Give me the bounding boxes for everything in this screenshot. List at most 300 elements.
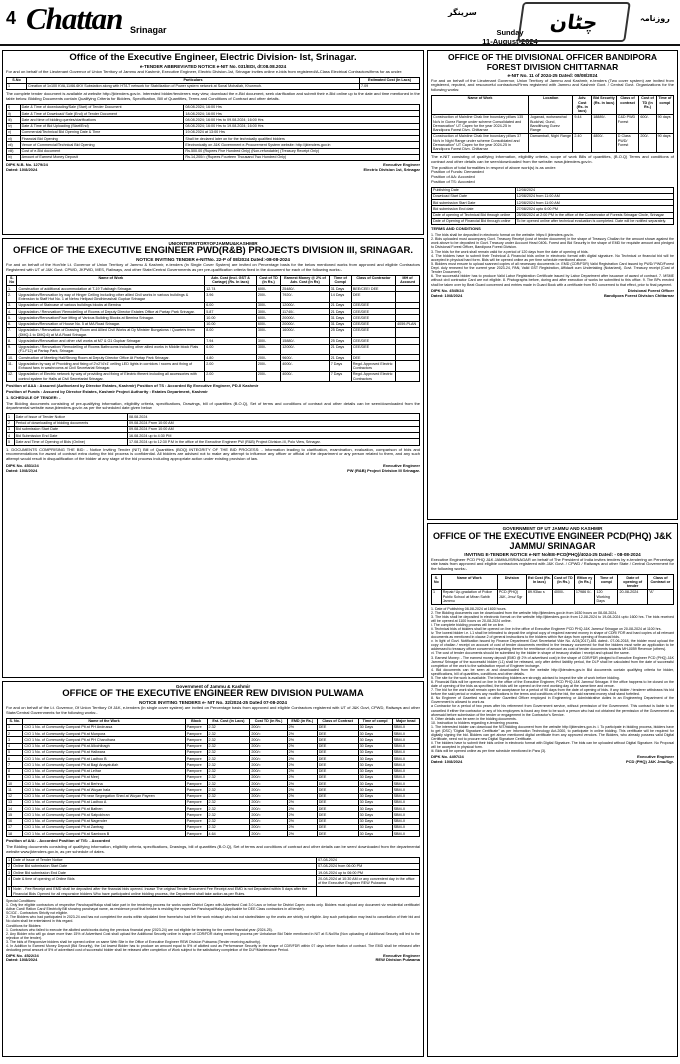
cell [396,371,420,382]
cell: 5 [7,886,12,897]
cell: C/O 1 No. of Community Compost Pit at PH Andrussa [23,724,185,730]
cell: Cost of e-Bid document [20,148,184,154]
notice-intro: Executive Engineer PCD PHQ J&K JAMMU/SRINAGAR on behalf of The President of India invites tenders by e-tendering on Percentage rate basis from approved and eligible contractors registered with J&K Govt. / CPWD / Railways and other State / Central Government for the following works:- [431,556,674,572]
cell [396,292,420,303]
cell: C/O 1 No. of Community Compost Pit at Lelhar [23,768,185,774]
cell: 2. [7,292,17,303]
col-header: Time of compl [656,95,673,114]
notice-title: OFFICE OF THE EXECUTIVE ENGINEER REW DIVISION PULWAMA [62,688,364,699]
aaa-line: Position of AAA : Assured (Authorized by Director Estates, Kashmir) Position of TS : Accorded By Executive Engineer, PD-II Kashmir [6,383,259,389]
cell: 4800/- [592,133,617,152]
cell: 17 [7,824,23,830]
cell: 3 [7,737,23,743]
notice-subtitle: NOTICE INVITING TENDERS e- NIT No. 32/2024-25 Dated 07-08-2024 [139,699,287,705]
cell: Date of Opening of Financial Bid through online [432,218,516,224]
notice-text: The Bidding documents consisting of qualifying information, eligibility criteria, specifications, Drawings, bill of quantities (B.O.Q), Set of terms and conditions of contract and other details can be seen/ downloaded from the departmental website www.jktenders.gov.in, as per schedule of dates. [6,844,420,854]
notice-pcd-phq [427,523,678,1057]
cell [396,344,420,355]
cell: Pampore [185,824,207,830]
cell: 2.32 [207,724,250,730]
cell: CEE/DEE [351,338,395,344]
works-table [6,718,420,838]
col-header: Particulars [27,77,360,83]
cell: Pampore [185,774,207,780]
cell: 2.32 [207,793,250,799]
cell: 2% [287,737,317,743]
cell: Upgradation of Staircase of various buildings blocks at Bemina [17,302,205,308]
documents-text: 1. DOCUMENTS COMPRISING THE BID: - Notice Inviting Tender (NIT) Bill of Quantities (BOQ) INTEGRITY OF THE BID PROCESS: - Information leading to clarification, examination, evaluation, comparison of bids and recommendations for award of contract extra during the bid process is confidential. All bidders are advised not to make any attempt to influence any officer or official of the department or any person related to them, and any such attempt would result in disqualification of the bidder at any stage of the bid process including appropriate action under existing provision of law. [6,446,420,462]
col-header: Time of Compl [329,275,351,286]
cell: 09.08.2024 From 10:00 AM [127,426,419,432]
dated: Dated: 10/8/2024 [6,166,38,172]
cell: 30 Days [358,793,392,799]
cell: Upgradation / Renovation of Drawing Room and Allied Civil Works at Dy Minister Bungalows / Quarters from (DMQ-1 to DMQ-6) at M.A Road Srinagar. [17,327,205,338]
cell: 2.32 [207,812,250,818]
cell: CEE/DEE [351,309,395,315]
cell: 300/- [256,338,280,344]
signatory-office: REW Division Pulwama [375,957,420,963]
col-header: Name of Work [441,575,497,590]
cell: iv) [7,123,21,129]
cell: Creation of 1x100 KVA,11/66.6KV Substation along with HT/LT network for Stabilization of Power system network at Sonal Mohallah, Khunmoh. [27,83,360,89]
cell [396,361,420,372]
cell: 9600/- [281,355,330,361]
cell: 2.32 [207,762,250,768]
cell: 12.74 [205,286,257,292]
cell: 28/08/2024 at 2:00 PM in the office of the Conservator of Forests Srinagar Circle, Srinagar [515,212,673,218]
cell: DEE [317,768,358,774]
cell: 7 [7,762,23,768]
notice-subtitle: e-TENDER ABBREVIATED NOTICE e-NIT No. 031/EDI, dt:08.08.2024 [139,63,287,69]
cell: DEE [317,824,358,830]
cell: Pampore [185,731,207,737]
right-column [427,50,678,1062]
funds-text: The position of total formalities in respect of above work(s) is as under: Position of Funds: Demanded Position of AA: Accorded Position of TS: Accorded [431,164,557,184]
col-header: Name of Work [17,275,205,286]
cell: Pampore [185,756,207,762]
cell: DEE [317,818,358,824]
notice-intro: For and on behalf of the Lieutenant Governor of Union Territory of Jammu and Kashmir, Executive Engineer, Electric Division-1st, Srinagar invites online e-bids from registered/A-Class Electrical Contractors/firms for as under: [6,68,403,74]
cell: SBM-II [392,749,419,755]
cell: Bid submission Start Date [14,426,127,432]
col-header: Time of compl [595,575,618,590]
cell: DEE [317,787,358,793]
cell: 3 [7,426,15,432]
table-row [7,361,420,372]
notice-subtitle: NOTICE INVITING TENDER e-NITNo. 22-P of 08/2024 Dated:-08-08-2024 [136,256,290,262]
notice-intro: For and on behalf of the Lieutenant Governor, Union Territory of Jammu and Kashmir, e-tenders (Two cover system) are invited from registered, reputed, and resourceful contractors/Firms registered with Jammu and Kashmir Govt. / Central Govt. Organizations for the following works: [431,77,674,93]
cell: 21 Days [329,355,351,361]
col-header: Class of Contract [317,718,358,724]
cell: C/O 1 No. of Community Compost Pit at Bagi Anayatullah [23,762,185,768]
cell: Construction of Meeting Hall/Strong Room at Deputy Director Office At Partap Park Srinagar. [17,355,205,361]
notice-title: Office of the Executive Engineer, Electric Division- Ist, Srinagar. [69,52,357,63]
cell: C/O 1 No. of Community Compost Pit at Wuyan bala [23,787,185,793]
position-line: Position of A/A: - Accorded Position of T/S: - Accorded [6,838,110,844]
cell: 07-08-2024 [317,857,420,863]
cell: Pampore [185,781,207,787]
cell: 120 Working Days [595,589,618,604]
table-row [432,589,674,604]
cell: Pampore [185,787,207,793]
cell: DEE [317,781,358,787]
cell: DEE [317,743,358,749]
cell: C/O 1 No. of Community Compost Pit at Berhna [23,781,185,787]
table-row [7,292,420,303]
cell: 12. [7,371,17,382]
col-header: Name of Work [432,95,529,114]
cell: SBM-II [392,762,419,768]
dipk-number: DIPK No. 4497/24 [431,754,464,760]
dipk-number: DIPK No. 4545/24 [431,287,464,293]
cell: Regd. Approved Electric Contractors [351,361,395,372]
cell: 25480/- [281,286,330,292]
cell: CEE/DEE [351,327,395,338]
cell: 2% [287,793,317,799]
cell: C/O 1 No. of Community Compost Pit at Hallwara [23,749,185,755]
cell: Repair/ Up-gradation of Police Public School at Miran Sahib Jammu [441,589,497,604]
cell: 200/= [250,787,287,793]
cell: 7 Days [329,361,351,372]
cell: v) [7,129,21,135]
cell: 21 Days [329,344,351,355]
cell: SBM-II [392,724,419,730]
col-header: Date of opening of tender [618,575,647,590]
cell: Date and Time of Opening of Bids (Online) [14,439,127,445]
signature [6,954,420,964]
cell: DEE [317,737,358,743]
cell: DEE [317,793,358,799]
cell: 20-08-2024 at 10:30 AM or any convenient day in the office of the Executive Engineer REW Pulwama [317,876,420,887]
cell: 30 Days [358,781,392,787]
col-header: MH of Account [396,275,420,286]
works-table [431,95,674,153]
cell: 300/- [256,344,280,355]
cell: 2% [287,724,317,730]
cell: 2.32 [207,731,250,737]
cell: Financial Bid Opening [20,136,184,142]
newspaper-title: Chattan [26,1,123,36]
cell: 89.93lac s [526,589,552,604]
cell: 200/- [256,371,280,382]
table-row [7,327,420,338]
cell: 2.40 [573,133,592,152]
table-row [7,831,420,837]
col-header: Cost of TD (In Rs.) [552,575,574,590]
cell: CEE/DEE [351,321,395,327]
col-header: Bid Security (Rs. in lacs) [592,95,617,114]
cell: DEE [317,799,358,805]
cell: DEE [317,806,358,812]
col-header: Location [529,95,573,114]
cell: To be opened online after technical evaluation is completed. Date will be notified separately. [515,218,673,224]
cell: SBM-II [392,806,419,812]
table-row [7,876,420,887]
table-row [432,114,674,133]
cell: 8. [7,338,17,344]
notice-pre: Government of Jammu & Kashmir [175,684,251,689]
dated: Dated: 10/8/2024 [431,759,463,765]
cell: Bid submission End date [432,206,516,212]
cell: C/O 1 No. of Community Compost Pit at Bathen [23,806,185,812]
col-header: Adv. Cost (Rs. in lacs) [573,95,592,114]
cell: DEE [317,762,358,768]
cell: 12000/- [281,344,330,355]
cell: 200/= [250,781,287,787]
cell: SBM-II [392,774,419,780]
cell: Pampore [185,799,207,805]
col-header: Earnest Money @ 2% of Adv. Cost (In Rs) [281,275,330,286]
terms-title: TERMS AND CONDITIONS [431,226,481,232]
cell: DEE [317,749,358,755]
cell: 300/- [256,302,280,308]
cell: 200/= [250,737,287,743]
cell: 31 Days [329,286,351,292]
cell: Pampore [185,793,207,799]
cell: Date of Issue of Tender Notice [14,414,127,420]
cell: vi) [7,136,21,142]
cell: 6.00 [205,344,257,355]
col-header: Estimated Cost (In Lacs) [360,77,420,83]
table-row [7,886,420,897]
cell: 2% [287,818,317,824]
cell: DEE [317,812,358,818]
cell: Electronically on J&K Government e-Procurement System website: http://jktenders.gov.in [184,142,420,148]
cell: 11 [7,787,23,793]
cell: 4000/- [552,589,574,604]
cell: 2% [287,824,317,830]
col-header: Class of Contractor [351,275,395,286]
notice-text: The e-NIT consisting of qualifying information, eligibility criteria, scope of work Bills of quantities, (B.O.Q) Terms and conditions of contract and other details can be seen/downloaded from the website: www.jktenders.gov.in. [431,153,674,164]
cell: 4 [7,433,15,439]
cell: SBM-II [392,743,419,749]
cell: SBM-II [392,799,419,805]
cell: 08.08.2024; 16:00 Hrs to 09.08.2024; 16:00 Hrs [184,117,420,123]
cell: 2% [287,774,317,780]
works-table [6,275,420,383]
cell: 1. [7,286,17,292]
cell: SBM-II [392,818,419,824]
masthead [0,0,680,46]
dates-table [431,187,674,226]
terms-text: 1. Date of Publishing 08-08-2024 at 1600 hours. 2. The Bidding documents can be downloaded from the website http://jktenders.gov.in from 1630 hours on 08-08-2024. 3. The bids shall be deposited in electronic format on the website http://jktenders.gov.in from 12-08-2024 to 19-08-2024 upto 1600 hrs. The bids received will be opened at 1100 hours on 20-08-2024 online. i. The complete bidding process will be on line. ii. Technical bids of bidders shall be opened on line in the office of Executive Engineer PCD PHQ J&K Jammu/ Srinagar on 20-08-2024 at 1100 hrs. iv. The lowest bidder i.e. L1 shall be intimated to deposit the original copy of required earnest money in shape of CDR/ FDR and hard copies of all relevant documents as mentioned in clause 2 of general instructions to the bidders within five days from opening of financial bids. v. In light of Govt. Notification issued by Finance Department Govt Secretariat Vide No. A/24(2017)-651 dated:- 07-06-2018, the bidder must upload the copy of challan / receipt on account of cost of tender documents remitted in the treasury concerned for that the bidders must write an application to be addressed to treasury officer concerned requesting therein for remittance of amount as cost of tender documents towards MH-0059 Revenue (others). vi. The cost of tender documents should be submitted by the bidder in shape of treasury challan / receipt and upload the same. 3. Earnest Money: - The earnest money deposit (EMD @ 2% of advertised cost) in the shape of CDR/FDR pledged to Executive Engineer PCD (PHQ) J&K Jammu/ Srinagar of the successful bidder (L1) shall be released, only after defect liability period, the DLP shall be calculated from the date of successful completion of the work to the satisfaction report of Engineer incharge. 4. Bid documents can be seen at and downloaded from the website http://jktenders.gov.in Bid documents contain qualifying criteria for bidder, specifications, bill of quantities, conditions and other details. 5. The site for the work is available. The intending bidders are strongly advised to inspect the site of work before bidding. 6. Financial Bids will be opened on line in the office of the Executive Engineer, PCD PHQ J&K Jammu/ Srinagar. If the office happens to be closed on the date of opening of the bids as specified, the bids will be opened on the next working day at the same time and venue. 7. The bid for the work shall remain open for acceptance for a period of 90 days from the date of opening of bids. If any bidder / tenderer withdraws his bid before the said period or makes any modifications in the terms and conditions of the bid, the said earnest money shall stand forfeited. 8. No Engineer of Gazetted rank or other Gazetted Officer employed in Engineering or Administrative duties in an Engineering Department of the Government is allowed to work as a Contractor for a period of two years after his retirement from Government service, without permission of the Government. This contract is liable to be cancelled if either the contractor or any of his employees is found any time to be such a person who had not obtained the permission of the Government as aforesaid before submission of the tender or engagement in the Contractor's Service. 9. Other details can be seen in the bidding documents. 10. Instruction to bidders regarding e-tendering process. 1. The interested bidder can download the NIT/bidding document from the website http://jktenders.gov.in. i. To participate in bidding process, bidders have to get (DSC) "Digital Signature Certificate" as per Information Technology Act-2000, to participate in online bidding. This certificate will be required for digitally signing the bid. Bidders can get above mentioned digital certificate from any approved vendors. The Bidders, who already possess valid Digital Certificate, need not to procure new Digital Signature Certificate. ii. The bidders have to submit their bids online in electronic format with Digital Signature. The bids can be uploaded without Digital Signature. No Proposal will be accepted in physical form. iii. Bids will be opened online as per time schedule mentioned in Para (3). [431,606,674,754]
cell: 11740/- [281,309,330,315]
signatory-office: PW (R&B) Project Division III Srinagar. [347,467,420,473]
cell: C&D PWD Forest [616,114,639,133]
col-header: Est. Cost (in Lacs) [207,718,250,724]
notice-rew-pulwama [2,681,424,1057]
cell: 18 [7,831,23,837]
cell: 27/08/2024 upto 6:00 PM [515,206,673,212]
col-header: Class of contract [616,95,639,114]
cell: 30 Days [358,831,392,837]
cell: Upgradation by way of Providing and fixing of 2'x2'/4'x1' ceiling LED lights in corridors / rooms and fixing of Exhaust fans in washrooms at Civil Secretariat Srinagar. [17,361,205,372]
col-header: Name of the Work [23,718,185,724]
cell: C/O 1 No. of Community Compost Pit at Ladhoo A [23,799,185,805]
cell: 08.08.2024 [127,414,419,420]
cell: Pampore [185,768,207,774]
cell: Venue of Commercial/Technical Bid Opening [20,142,184,148]
signatory-office: PCD (PHQ) J&K Jmu/Sgr. [625,759,674,765]
cell: 200/= [250,793,287,799]
signatory: Executive Engineer [383,952,420,958]
notice-intro: For and on behalf of the Lt. Governor, Of Union Territory Of J&K, e-tenders (in single cover system) are invited on Percentage basis from approved and eligible Contractors registered with UT of J&K Govt, CPWD, Railways and other State/Central Governments for the following works:- [6,704,420,715]
cell: 18.08.2024; 16:00 Hrs [184,111,420,117]
cell: 600/- [256,286,280,292]
cell: 3.96 [205,292,257,303]
cell: 2.32 [207,787,250,793]
schedule-table [6,413,420,445]
col-header: Major head [392,718,419,724]
cell: 5.87 [205,309,257,315]
cell: 2.32 [207,749,250,755]
cell: 2.32 [207,743,250,749]
cell: C/O 1 No. of Community Compost Pit at Ladhoo B [23,756,185,762]
table-row [7,439,420,445]
cell: C/O 1 No. of Community Compost Pit at Nagender [23,818,185,824]
cell: 21 Days [329,309,351,315]
cell: 15880/- [281,338,330,344]
dated: Dated: 10/8/2024 [431,292,463,298]
table-row [7,344,420,355]
cell: 2 [7,420,15,426]
cell: 30 Days [358,768,392,774]
cell: 2% [287,731,317,737]
cell: BEE/CEE/ DEE [351,286,395,292]
cell: 200/= [250,731,287,737]
cell: 2 [7,731,23,737]
cell: 4.64 [207,831,250,837]
table-row [7,83,420,89]
cell: Date of Issue of Tender Notice [12,857,317,863]
cell: 200/- [639,133,656,152]
col-header: Class of Contract or [647,575,673,590]
cell: SBM-II [392,756,419,762]
cell: C/O 1 No. of Community Compost Pit at Sambora B [23,831,185,837]
cell: Upgradation/Renovation/Face lifting of Various Building Blocks at Bemina Srinagar. [17,315,205,321]
cell: 21 Days [329,302,351,308]
cell: 2% [287,749,317,755]
cell: 600/- [256,321,280,327]
cell: 2.32 [207,756,250,762]
cell: Upgradation/Renovation and other civil works at M7 & G1 Gupkar Srinagar [17,338,205,344]
cell: 2% [287,831,317,837]
schedule-title: 1. SCHEDULE OF TENDER: - [6,394,61,400]
table-row [7,371,420,382]
col-header: Cost TD (in Rs.) [250,718,287,724]
cell: 30 Days [358,724,392,730]
cell: 10.00 [205,315,257,321]
cell: 14 [7,806,23,812]
cell: 4 [7,743,23,749]
cell: 9 [7,774,23,780]
dipk-number: DIPK No. 4522/24 [6,952,39,958]
urdu-side-label: روزنامہ [640,14,670,23]
cell: 200/- [256,355,280,361]
cell: 200/= [250,799,287,805]
urdu-logo: چٹان [517,2,631,42]
cell: DEE [317,724,358,730]
cell: Publishing Date [432,187,516,193]
col-header: S. No. [7,718,23,724]
cell: 30 Days [358,812,392,818]
cell: 3 [8,870,11,875]
cell: 16 [7,818,23,824]
cell: 4000/- [281,371,330,382]
cell: 08.08.2024; 16:00 Hrs [184,104,420,110]
dipk-number: DIPK N.B. No. 1279/24 [6,162,48,168]
cell: 200/= [250,824,287,830]
signatory: Executive Engineer [637,754,674,760]
cell: Upgradation of Electric network by way of providing and fixing of Electric fitment including all accessories with control system for Halls at Civil Secretariat Srinagar. [17,371,205,382]
cell: 5 [7,439,15,445]
cell: Pampore [185,818,207,824]
cell: 200/= [250,762,287,768]
cell: 30 Days [358,743,392,749]
cell: 2.32 [207,806,250,812]
cell: 200/- [256,361,280,372]
cell: SBM-II [392,768,419,774]
cell: 7.09 [360,83,420,89]
notice-text: The complete tender document is available at website http://jktenders.gov.in. Interested bidder/tenderers may view, download the e-Bid document, seek clarification and submit their e-Bid online up to the date and time mentioned in the table below. Bidding Documents contain Qualifying Criteria for Bidders, Specification, Bill of Quantities, Terms and Conditions of Contract and other details. [6,91,420,102]
cell: 20-08-2024 [618,589,647,604]
cell: 200/= [250,831,287,837]
cell: DEE [351,355,395,361]
cell: 25 Days [329,338,351,344]
cell: C/O 1 No. of Community Compost Pit at Zantrag [23,824,185,830]
cell: 1 [8,858,11,863]
cell: Pampore [185,806,207,812]
dated: Dated: 10/8/2024 [6,957,38,963]
cell: 07-08-2024 from 06:00 PM [317,863,420,869]
cell: Upgradation / Renovation/ Remodelling of Rooms Bathrooms including other allied works in Middle block Flats (F1-F12) at Partap Park, Srinagar. [17,344,205,355]
cell: C/O 1 No. of Community Compost Pit at PH Chandhara [23,737,185,743]
cell: SBM-II [392,731,419,737]
cell: iii) [7,117,21,123]
col-header: S. No [432,575,442,590]
cell: Date and time of bidding queries/clarifications [20,117,184,123]
cell: 7 Days [329,371,351,382]
cell: 6.00 [205,302,257,308]
cell: Construction of additional accommodation at T-19 Tulsibagh Srinagar. [17,286,205,292]
cell: Rs.14,200/= (Rupees Fourteen Thousand Two Hundred Only) [184,154,420,160]
col-header: Adv. Cost (Incl. GST & Cartage) (Rs. In lacs) [205,275,257,286]
cell: 7920/- [281,292,330,303]
signatory-office: Bandipora Forest Division Chittarnar [603,292,674,298]
cell: 17986 0/- [574,589,595,604]
signature [431,289,674,299]
notice-title: OFFICE OF THE EXECUTIVE ENGINEER PCD(PHQ) J&K JAMMU/ SRINAGAR [432,531,673,552]
notice-title: OFFICE OF THE EXECUTIVE ENGINEER PWD(R&B) PROJECTS DIVISION III, SRINAGAR. [12,245,414,256]
cell: Upgradation/Renovation by way of Hinger Ceiling including other allied Civil works in various buildings & Extension to Staff Hut No. 1 at Nehru Helipad Gindhimashali Gupkar Srinagar [17,292,205,303]
cell: 5. [7,315,17,321]
col-header: Block [185,718,207,724]
cell: Date & time of opening of Online Bids [12,876,317,887]
cell: CEE/DEE [351,315,395,321]
cell: 200/= [250,818,287,824]
notice-pwd-projects [2,238,424,678]
cell [396,327,420,338]
cell: 200/= [250,812,287,818]
cell: 200/= [250,806,287,812]
cell: 30 Days [358,806,392,812]
cell: Pampore [185,812,207,818]
col-header: Cost of TD (In Rs.) [256,275,280,286]
cell: 9.44 [573,114,592,133]
cell: 20000/- [281,321,330,327]
cell: 30 Days [358,799,392,805]
cell: Date of opening of Technical Bid through online [432,212,516,218]
